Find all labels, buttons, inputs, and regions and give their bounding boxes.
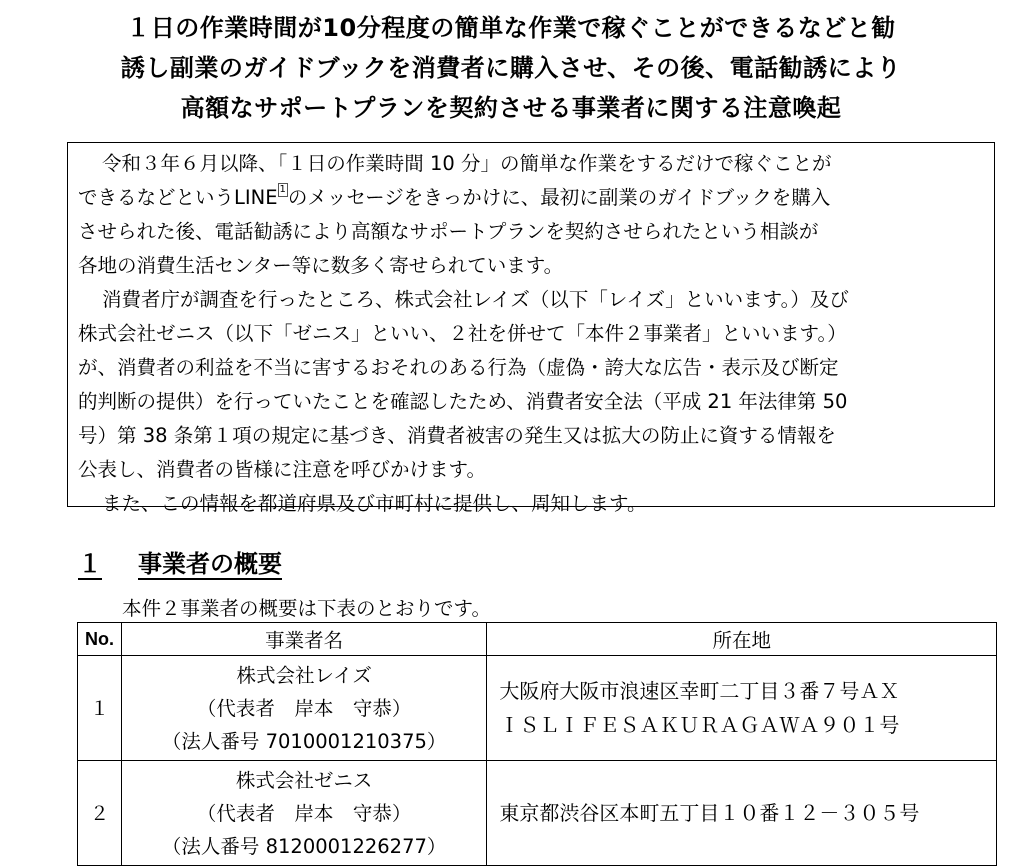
corporate-number: （法人番号 7010001210375） [161, 729, 447, 753]
header-business-name: 事業者名 [121, 623, 487, 656]
intro-line-2-end: のメッセージをきっかけに、最初に副業のガイドブックを購入 [287, 186, 831, 209]
table-header-row [78, 623, 997, 656]
company-name: 株式会社レイズ [236, 663, 372, 687]
representative: （代表者 岸本 守恭） [196, 801, 412, 825]
section-number: １ [78, 550, 102, 578]
address-line-2: ＩＳＬＩＦＥＳＡＫＵＲＡＧＡＷＡ９０１号 [499, 713, 900, 737]
row-number: １ [78, 656, 122, 761]
intro-line-5: 消費者庁が調査を行ったところ、株式会社レイズ（以下「レイズ」といいます。）及び [102, 288, 849, 311]
intro-line-4: 各地の消費生活センター等に数多く寄せられています。 [78, 254, 564, 277]
business-summary-table [77, 622, 997, 866]
intro-line-10: 公表し、消費者の皆様に注意を呼びかけます。 [78, 458, 486, 481]
corporate-number: （法人番号 8120001226277） [161, 834, 447, 858]
document-title [0, 8, 1022, 128]
section-intro-text: 本件２事業者の概要は下表のとおりです。 [122, 597, 491, 620]
address-line-1: 大阪府大阪市浪速区幸町二丁目３番７号ＡＸ [499, 679, 900, 703]
intro-line-6: 株式会社ゼニス（以下「ゼニス」といい、２社を併せて「本件２事業者」といいます。） [78, 322, 847, 345]
intro-line-7: が、消費者の利益を不当に害するおそれのある行為（虚偽・誇大な広告・表示及び断定 [78, 356, 839, 379]
address-cell [487, 761, 997, 866]
table-row [78, 761, 997, 866]
header-address: 所在地 [487, 623, 997, 656]
intro-line-1: 令和３年６月以降、「１日の作業時間 10 分」の簡単な作業をするだけで稼ぐことが [102, 152, 832, 175]
section-title: 事業者の概要 [138, 550, 282, 578]
intro-line-3: させられた後、電話勧誘により高額なサポートプランを契約させられたという相談が [78, 220, 819, 243]
header-no: No. [78, 623, 122, 656]
intro-line-11: また、この情報を都道府県及び市町村に提供し、周知します。 [102, 492, 647, 515]
footnote-marker[interactable]: 1 [279, 184, 286, 195]
title-line-2: 誘し副業のガイドブックを消費者に購入させ、その後、電話勧誘により [120, 54, 902, 82]
business-name-cell [121, 656, 487, 761]
title-line-3: 高額なサポートプランを契約させる事業者に関する注意喚起 [180, 94, 842, 122]
business-name-cell [121, 761, 487, 866]
intro-line-8: 的判断の提供）を行っていたことを確認したため、消費者安全法（平成 21 年法律第 50 [78, 390, 848, 413]
intro-line-2 [78, 181, 988, 215]
representative: （代表者 岸本 守恭） [196, 696, 412, 720]
company-name: 株式会社ゼニス [235, 768, 373, 792]
section-heading [78, 544, 282, 579]
intro-box [67, 142, 995, 515]
row-number: ２ [78, 761, 122, 866]
address-cell [487, 656, 997, 761]
address-line-1: 東京都渋谷区本町五丁目１０番１２－３０５号 [499, 801, 920, 825]
table-row [78, 656, 997, 761]
title-line-1: １日の作業時間が10分程度の簡単な作業で稼ぐことができるなどと勧 [126, 14, 896, 42]
intro-line-9: 号）第 38 条第１項の規定に基づき、消費者被害の発生又は拡大の防止に資する情報を [78, 424, 836, 447]
intro-line-2-start: できるなどというLINE [78, 186, 278, 209]
